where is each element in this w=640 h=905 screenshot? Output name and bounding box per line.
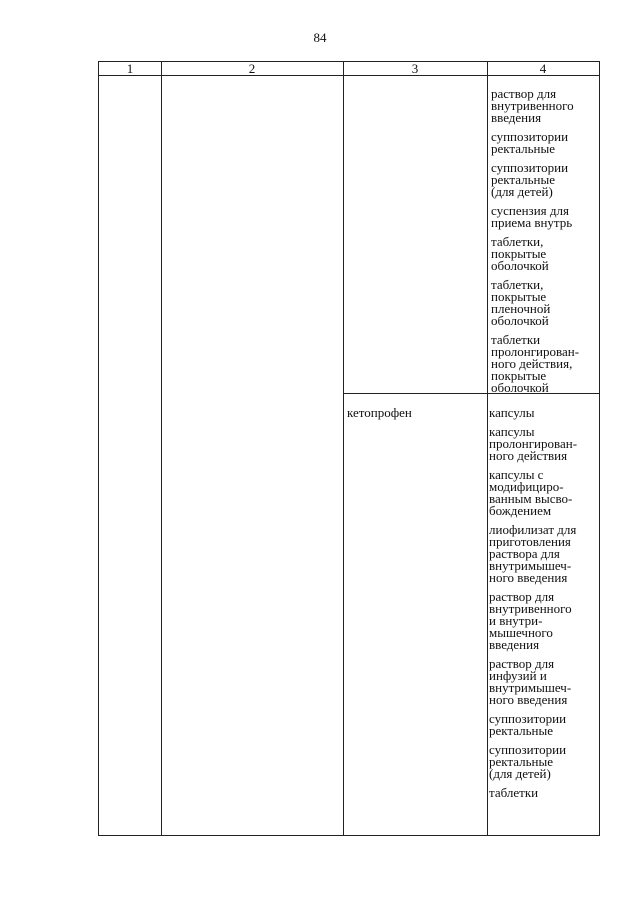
drug-table [98, 61, 600, 836]
column-header-2: 2 [248, 61, 256, 76]
drug-name: кетопрофен [347, 405, 412, 420]
dosage-form: раствор для внутривенного и внутри- мышечного введения [489, 589, 572, 652]
dosage-form: раствор для инфузий и внутримышеч- ного введения [489, 656, 572, 707]
dosage-form: суппозитории ректальные (для детей) [491, 160, 569, 199]
dosage-form: таблетки пролонгирован- ного действия, покрытые оболочкой [491, 332, 580, 395]
column-header-4: 4 [539, 61, 547, 76]
dosage-form: суспензия для приема внутрь [491, 203, 573, 230]
dosage-form: капсулы с модифициро- ванным высво- бождением [489, 467, 573, 518]
dosage-form-list [489, 407, 597, 806]
dosage-form: суппозитории ректальные [491, 129, 569, 156]
dosage-form: таблетки, покрытые оболочкой [491, 234, 549, 273]
column-divider [161, 62, 162, 835]
dosage-form: таблетки [489, 785, 539, 800]
dosage-form: капсулы пролонгирован- ного действия [489, 424, 578, 463]
page-number: 84 [313, 30, 327, 45]
dosage-form-list [491, 88, 597, 401]
dosage-form: суппозитории ректальные [489, 711, 567, 738]
dosage-form: раствор для внутривенного введения [491, 86, 574, 125]
column-header-1: 1 [126, 61, 134, 76]
dosage-form: капсулы [489, 405, 535, 420]
header-divider [99, 75, 599, 76]
dosage-form: суппозитории ректальные (для детей) [489, 742, 567, 781]
dosage-form: таблетки, покрытые пленочной оболочкой [491, 277, 551, 328]
dosage-form: лиофилизат для приготовления раствора для внутримышеч- ного введения [489, 522, 577, 585]
column-header-3: 3 [411, 61, 419, 76]
column-divider [343, 62, 344, 835]
column-divider [487, 62, 488, 835]
